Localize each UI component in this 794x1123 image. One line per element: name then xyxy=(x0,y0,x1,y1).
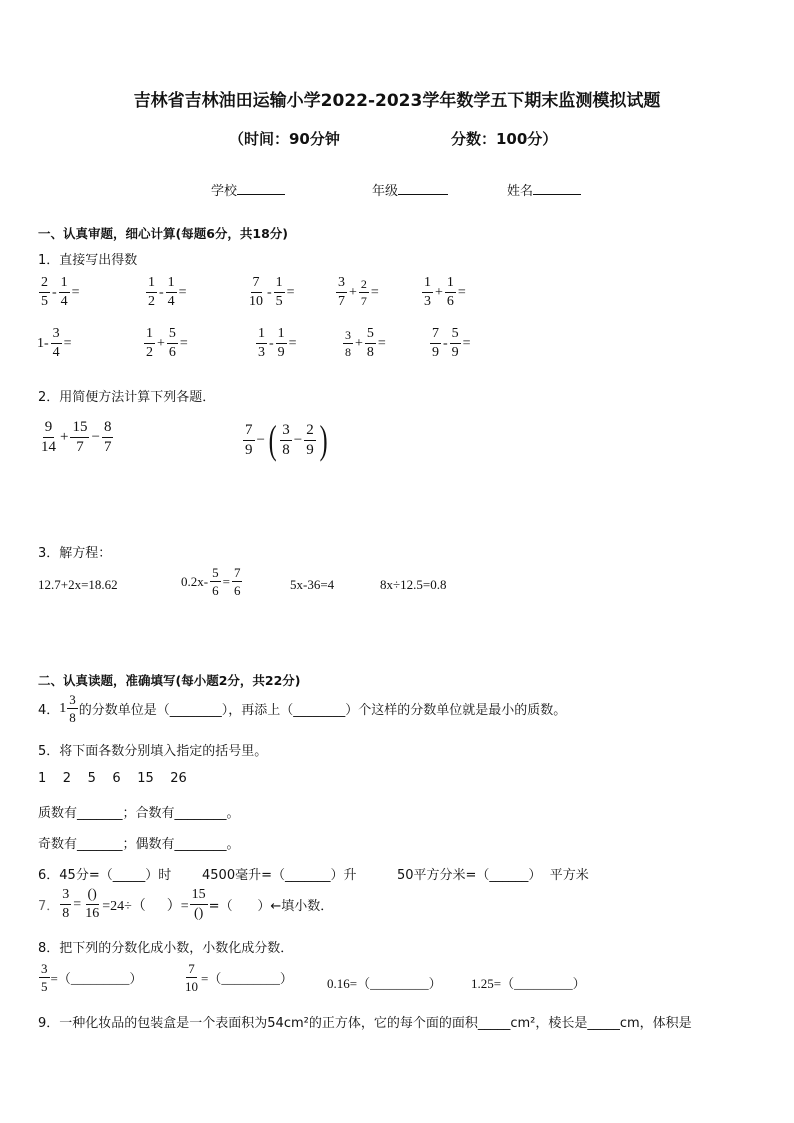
page-title: 吉林省吉林油田运输小学2022-2023学年数学五下期末监测模拟试题 xyxy=(133,91,661,111)
q6-part-1: 6．45分=（_____）时 xyxy=(38,868,172,883)
q8-item-1: $\frac{3}{5}$ =（_________） xyxy=(41,961,143,994)
grade-label: 年级 xyxy=(372,184,399,199)
q3-label: 3．解方程： xyxy=(38,546,112,561)
q1-item-10: $\frac{7}{9}$ - $\frac{5}{9}$ = xyxy=(432,326,471,360)
q1-item-4: $\frac{3}{7}$ + $\frac{2}{7}$ = xyxy=(338,275,379,309)
q4: 4． 1 $\frac{3}{8}$ 的分数单位是（________），再添上（________）个这样的分数单位就是最小的质数。 xyxy=(38,692,567,725)
q1-item-5: $\frac{1}{3}$ + $\frac{1}{6}$ = xyxy=(424,275,466,309)
grade-blank[interactable] xyxy=(398,180,448,195)
q3-equation-1: 12.7+2x=18.62 xyxy=(38,577,118,592)
q5-numbers: 1 2 5 6 15 26 xyxy=(38,771,187,786)
school-field xyxy=(211,180,285,199)
time-label: （时间：90分钟 xyxy=(229,130,340,148)
q8-item-2: $\frac{7}{10}$ =（_________） xyxy=(185,961,293,994)
q9: 9．一种化妆品的包装盒是一个表面积为54cm²的正方体，它的每个面的面积_____cm²，棱长是_____cm，体积是 xyxy=(38,1016,692,1031)
q2-expr-1: $\frac{9}{14}$ + $\frac{15}{7}$ − $\frac{8}{7}$ xyxy=(41,419,112,455)
q1-item-8: $\frac{1}{3}$ - $\frac{1}{9}$ = xyxy=(258,326,297,360)
q1-item-3: $\frac{7}{10}$ - $\frac{1}{5}$ = xyxy=(249,275,295,309)
name-field xyxy=(507,180,581,199)
q3-equation-3: 5x-36=4 xyxy=(290,577,335,592)
q5-label: 5．将下面各数分别填入指定的括号里。 xyxy=(38,744,268,759)
q7: 7． $\frac{3}{8}$ = $\frac{()}{16}$ =24÷（ ）= $\frac{15}{()}$ =（ ）←填小数． xyxy=(38,887,334,921)
q6-part-2: 4500毫升=（_______）升 xyxy=(202,868,357,883)
q8-label: 8．把下列的分数化成小数，小数化成分数． xyxy=(38,941,294,956)
q1-item-9: $\frac{3}{8}$ + $\frac{5}{8}$ = xyxy=(345,326,386,360)
name-label: 姓名 xyxy=(507,184,534,199)
q5-line-1: 质数有_______；合数有________。 xyxy=(38,806,240,821)
q1-label: 1．直接写出得数 xyxy=(38,253,138,268)
q1-item-7: $\frac{1}{2}$ + $\frac{5}{6}$ = xyxy=(146,326,188,360)
q6-part-3: 50平方分米=（______） 平方米 xyxy=(397,868,589,883)
grade-field xyxy=(372,180,448,199)
q8-item-3: 0.16=（_________） xyxy=(327,976,442,991)
q5-line-2: 奇数有_______；偶数有________。 xyxy=(38,837,240,852)
q2-expr-2: $\frac{7}{9}$ − ( $\frac{3}{8}$ − $\frac{2}{9}$ ) xyxy=(245,417,328,462)
section1-heading: 一、认真审题，细心计算(每题6分，共18分) xyxy=(38,226,289,241)
q8-item-4: 1.25=（_________） xyxy=(471,976,586,991)
q1-item-6: 1- $\frac{3}{4}$ = xyxy=(37,326,72,360)
q1-item-1: $\frac{2}{5}$ - $\frac{1}{4}$ = xyxy=(41,275,80,309)
name-blank[interactable] xyxy=(533,180,581,195)
school-label: 学校 xyxy=(211,184,238,199)
section2-heading: 二、认真读题，准确填写(每小题2分，共22分) xyxy=(38,673,301,688)
q3-equation-2: 0.2x- $\frac{5}{6}$ = $\frac{7}{6}$ xyxy=(181,565,241,598)
score-label: 分数：100分） xyxy=(451,130,558,148)
school-blank[interactable] xyxy=(237,180,285,195)
q1-item-2: $\frac{1}{2}$ - $\frac{1}{4}$ = xyxy=(148,275,187,309)
q3-equation-4: 8x÷12.5=0.8 xyxy=(380,577,447,592)
q2-label: 2．用简便方法计算下列各题． xyxy=(38,390,216,405)
